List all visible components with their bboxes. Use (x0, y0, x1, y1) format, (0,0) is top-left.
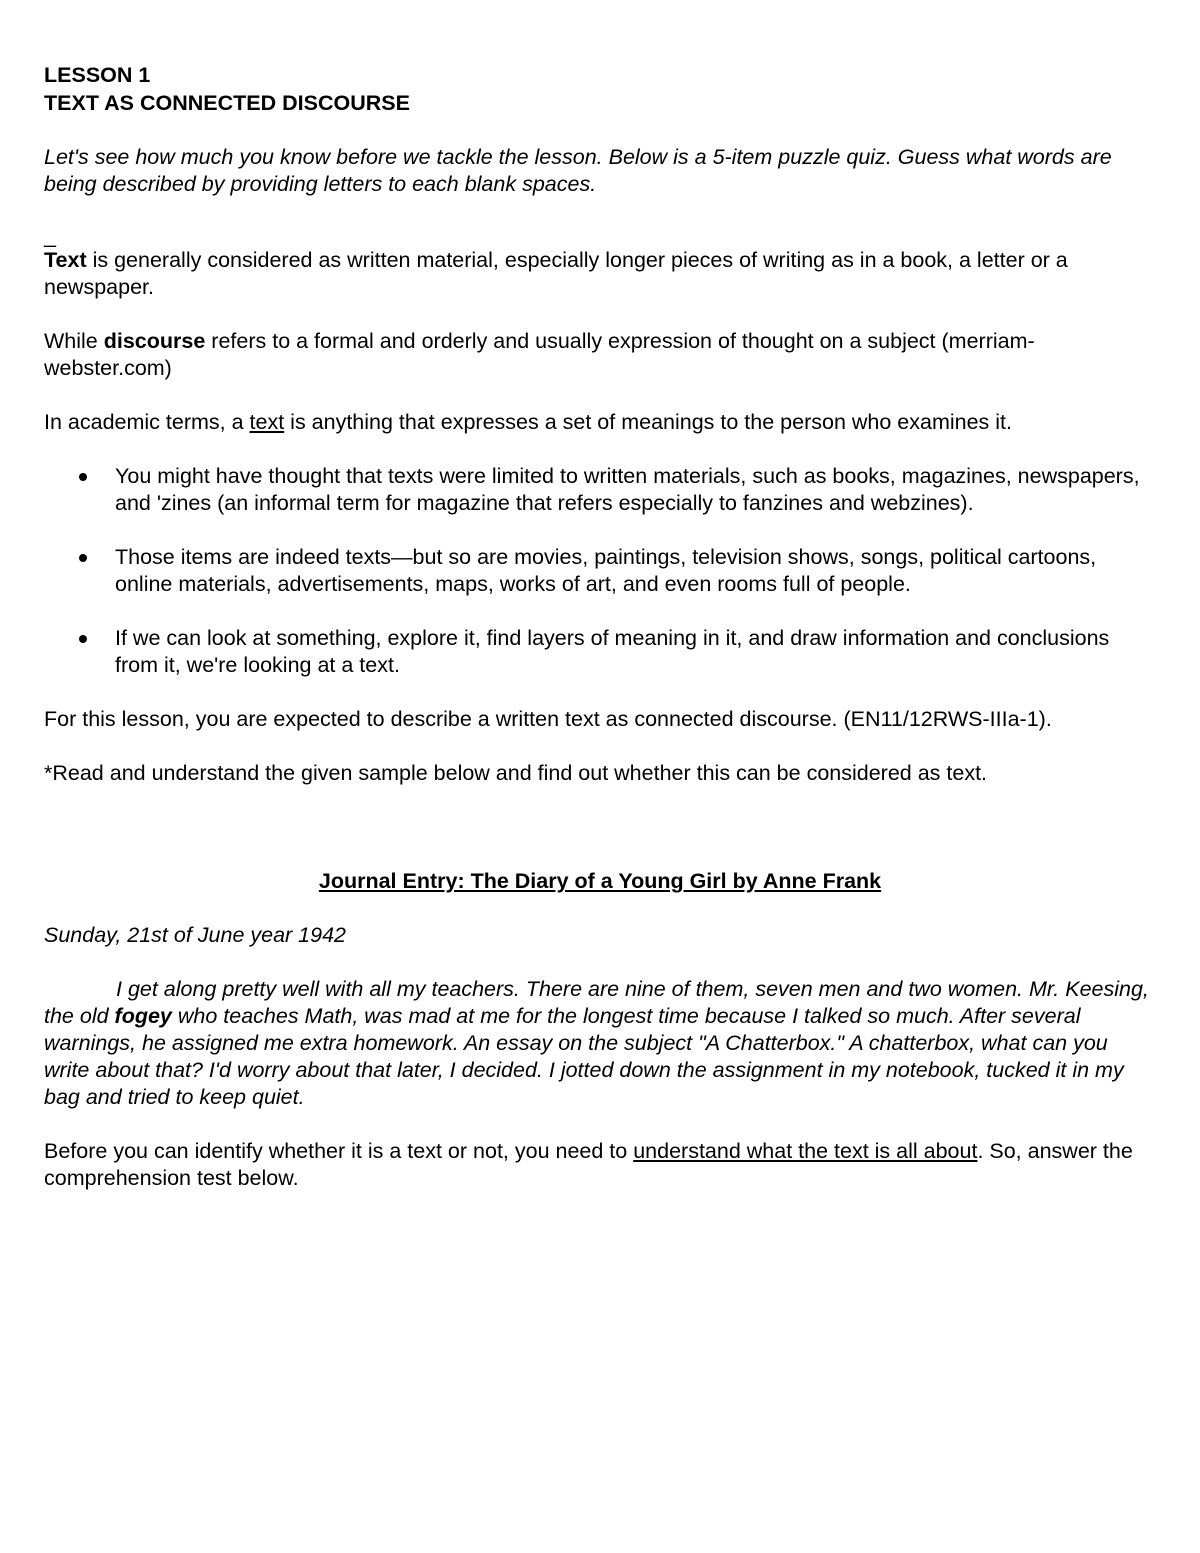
journal-title: Journal Entry: The Diary of a Young Girl by Anne Frank (318, 869, 882, 893)
academic-definition-body: is anything that expresses a set of meanings to the person who examines it. (284, 410, 1013, 434)
journal-bold-word: fogey (114, 1004, 172, 1028)
journal-body-start: I get along pretty well with all my teachers. There are nine of them, seven men and two women. Mr. Keesing, the old (44, 977, 1149, 1028)
academic-text-term: text (249, 410, 285, 434)
lesson-number: LESSON 1 (44, 63, 151, 87)
list-item (44, 463, 1156, 517)
document-page (44, 61, 1156, 1192)
closing-paragraph (44, 1138, 1156, 1192)
list-item (44, 625, 1156, 679)
discourse-term: discourse (103, 329, 206, 353)
lesson-header (44, 61, 1156, 117)
closing-end: . So, answer the comprehension test below. (44, 1139, 1133, 1190)
bullet-icon (79, 635, 87, 643)
journal-body (44, 976, 1156, 1111)
list-item-text: Those items are indeed texts—but so are movies, paintings, television shows, songs, political cartoons, online materials, advertisements, maps, works of art, and even rooms full of people. (115, 545, 1097, 596)
bullet-icon (79, 473, 87, 481)
text-term: Text (44, 248, 87, 272)
list-item-text: If we can look at something, explore it, find layers of meaning in it, and draw information and conclusions from it, we're looking at a text. (115, 626, 1110, 677)
academic-lead: In academic terms, a (44, 410, 250, 434)
closing-lead: Before you can identify whether it is a text or not, you need to (44, 1139, 634, 1163)
bullet-list (44, 463, 1156, 679)
journal-date: Sunday, 21st of June year 1942 (44, 923, 347, 947)
reading-instruction: *Read and understand the given sample below and find out whether this can be considered as text. (44, 761, 988, 785)
list-item-text: You might have thought that texts were limited to written materials, such as books, magazines, newspapers, and 'zines (an informal term for magazine that refers especially to fanzines and webzines). (115, 464, 1140, 515)
discourse-lead: While (44, 329, 104, 353)
intro-paragraph: Let's see how much you know before we tackle the lesson. Below is a 5-item puzzle quiz. Guess what words are being described by providing letters to each blank spaces. (44, 145, 1112, 196)
lesson-objective: For this lesson, you are expected to describe a written text as connected discourse. (EN11/12RWS-IIIa-1). (44, 707, 1052, 731)
list-item (44, 544, 1156, 598)
text-definition (44, 247, 1156, 301)
lesson-title: TEXT AS CONNECTED DISCOURSE (44, 91, 410, 115)
discourse-definition (44, 328, 1156, 382)
academic-definition (44, 409, 1156, 436)
journal-body-end: who teaches Math, was mad at me for the longest time because I talked so much. After several warnings, he assigned me extra homework. An essay on the subject "A Chatterbox." A chatterbox, what can you write about that? I'd worry about that later, I decided. I jotted down the assignment in my notebook, tucked it in my bag and tried to keep quiet. (44, 1004, 1124, 1109)
discourse-definition-body: refers to a formal and orderly and usually expression of thought on a subject (merriam-webster.com) (44, 329, 1035, 380)
text-definition-body: is generally considered as written material, especially longer pieces of writing as in a book, a letter or a newspaper. (44, 248, 1068, 299)
closing-underlined: understand what the text is all about (633, 1139, 978, 1163)
bullet-icon (79, 554, 87, 562)
blank-marker: _ (44, 224, 56, 248)
